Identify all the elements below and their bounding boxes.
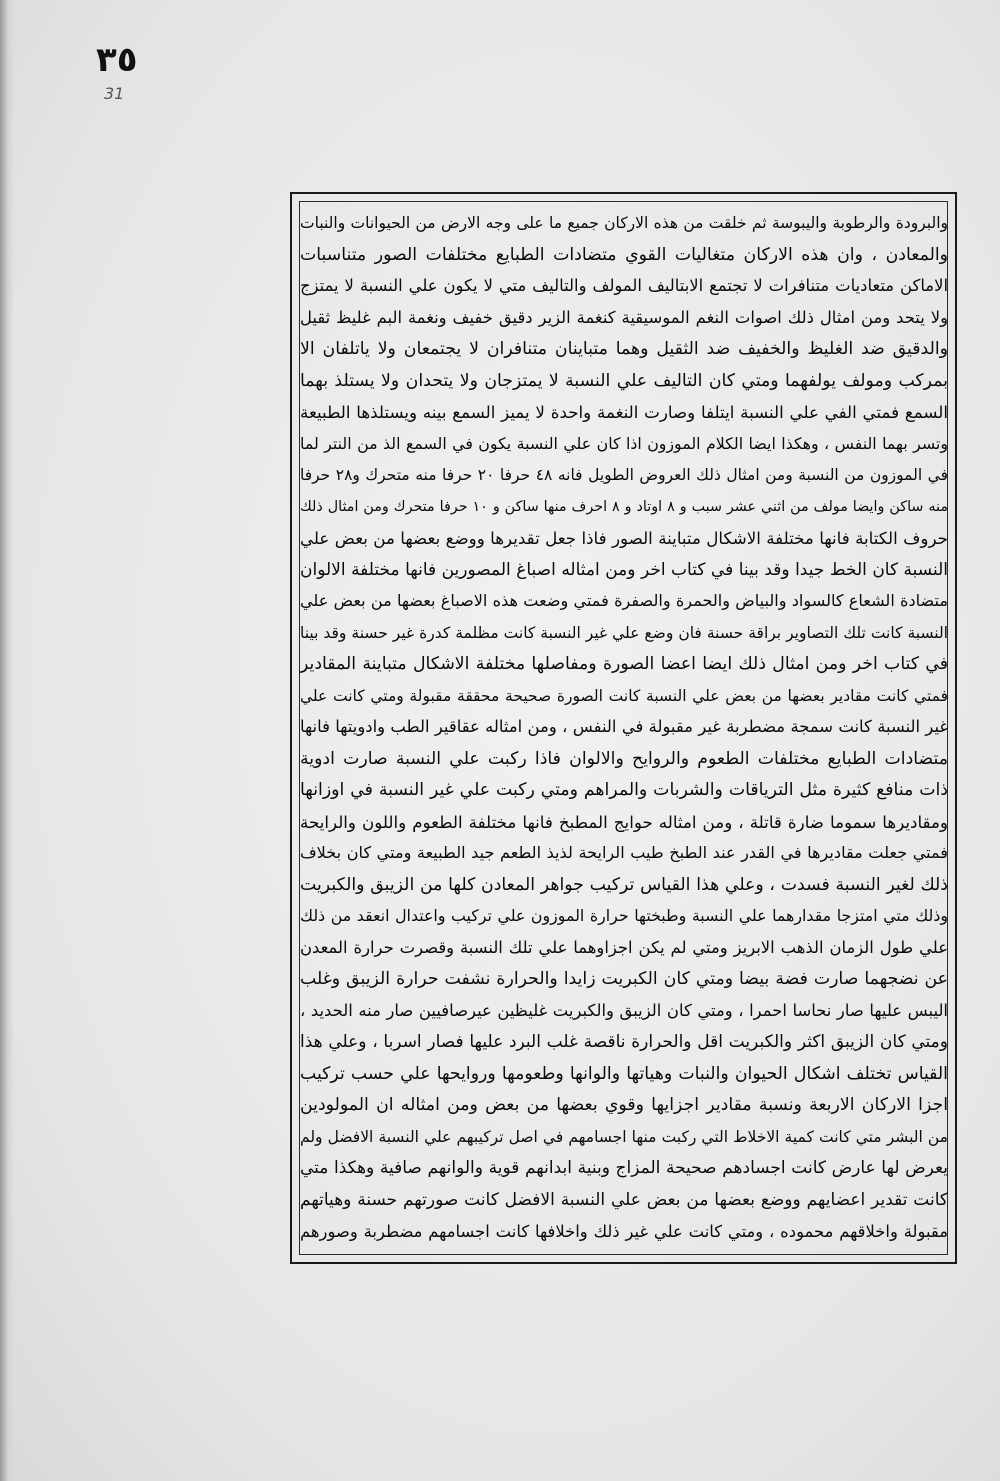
text-line: النسبة كان الخط جيدا وقد بينا في كتاب اخر ومن امثاله اصباغ المصورين فانها مختلفة الالوان bbox=[300, 559, 948, 580]
text-line: حروف الكتابة فانها مختلفة الاشكال متباينة الصور فاذا جعل تقديرها ووضع بعضها من بعض علي bbox=[300, 528, 948, 549]
text-line: في الموزون من النسبة ومن امثال ذلك العروض الطويل فانه ٤٨ حرفا ٢٠ حرفا منه متحرك و٢٨ حرفا bbox=[300, 466, 948, 485]
text-line: يعرض لها عارض كانت اجسادهم صحيحة المزاج وبنية ابدانهم قوية والوانهم صافية وهكذا متي bbox=[300, 1158, 948, 1179]
text-line: اليبس عليها صار نحاسا احمرا ، ومتي كان الزيبق والكبريت غليظين عيرصافيين صار منه الحديد ، bbox=[300, 1000, 948, 1020]
text-line: ذلك لغير النسبة فسدت ، وعلي هذا القياس تركيب جواهر المعادن كلها من الزيبق والكبريت bbox=[300, 874, 948, 895]
text-line: متضادات الطبايع مختلفات الطعوم والروايح والالوان فاذا ركبت علي النسبة صارت ادوية bbox=[300, 748, 948, 769]
text-block bbox=[300, 207, 948, 1247]
text-line: متضادة الشعاع كالسواد والبياض والحمرة والصفرة فمتي وضعت هذه الاصباغ بعضها من بعض علي bbox=[300, 591, 948, 611]
text-line: السمع فمتي الفي علي النسبة ايتلفا وصارت النغمة واحدة لا يميز السمع بينه ويستلذها الطبيعة bbox=[300, 402, 948, 423]
text-line: في كتاب اخر ومن امثال ذلك ايضا اعضا الصورة ومفاصلها مختلفة الاشكال متباينة المقادير bbox=[300, 654, 948, 675]
pencil-folio-number: 31 bbox=[104, 84, 125, 103]
text-line: علي طول الزمان الذهب الابريز ومتي لم يكن اجزاوهما علي تلك النسبة وقصرت حرارة المعدن bbox=[300, 937, 948, 957]
text-line: الاماكن متعاديات متنافرات لا تجتمع الابتاليف المولف والتاليف متي لا يكون علي النسبة لا يمتزج bbox=[300, 276, 948, 296]
page-number: ٣٥ bbox=[96, 40, 138, 80]
text-line: غير النسبة كانت سمجة مضطربة غير مقبولة في النفس ، ومن امثاله عقاقير الطب وادويتها فانها bbox=[300, 717, 948, 737]
text-line: اجزا الاركان الاربعة ونسبة مقادير اجزايها وقوي بعضها من بعض ومن امثاله ان المولودين bbox=[300, 1095, 948, 1116]
text-line: من البشر متي كانت كمية الاخلاط التي ركبت منها اجسامهم في اصل تركيبهم علي النسبة الافضل ولم bbox=[300, 1127, 948, 1146]
text-line: ومتي كان الزيبق اكثر والكبريت اقل والحرارة ناقصة غلب البرد عليها فصار اسربا ، وعلي هذا bbox=[300, 1032, 948, 1053]
text-line: ومقاديرها سموما ضارة قاتلة ، ومن امثاله حوايج المطبخ فانها مختلفة الطعوم واللون والرايحة bbox=[300, 811, 948, 832]
text-line: فمتي جعلت مقاديرها في القدر عند الطبخ طيب الرايحة لذيذ الطعم جيد الطبيعة ومتي كان بخلاف bbox=[300, 843, 948, 863]
text-line: النسبة كانت تلك التصاوير براقة حسنة فان وضع علي غير النسبة كانت مظلمة كدرة غير حسنة وقد بينا bbox=[300, 623, 948, 642]
text-line: منه ساكن وايضا مولف من اثني عشر سبب و ٨ اوتاد و ٨ احرف منها ساكن و ١٠ حرفا متحرك ومن امثال ذلك bbox=[300, 498, 948, 515]
text-line: ولا يتحد ومن امثال ذلك اصوات النغم الموسيقية كنغمة الزير دقيق خفيف ونغمة البم غليظ ثقيل bbox=[300, 307, 948, 327]
text-line: القياس تختلف اشكال الحيوان والنبات وهياتها والوانها وطعومها وروايحها علي حسب تركيب bbox=[300, 1063, 948, 1084]
text-line: والدقيق ضد الغليظ والخفيف ضد الثقيل وهما متباينان متنافران لا يجتمعان ولا ياتلفان الا bbox=[300, 339, 948, 360]
text-line: بمركب ومولف يولفهما ومتي كان التاليف علي النسبة لا يمتزجان ولا يتحدان ولا يستلذ بهما bbox=[300, 370, 948, 391]
text-line: كانت تقدير اعضايهم ووضع بعضها من بعض علي النسبة الافضل كانت صورتهم حسنة وهياتهم bbox=[300, 1189, 948, 1210]
text-line: مقبولة واخلاقهم محموده ، ومتي كانت علي غير ذلك واخلافها كانت اجسامهم مضطربة وصورهم bbox=[300, 1221, 948, 1241]
text-line: عن نضجهما صارت فضة بيضا ومتي كان الكبريت زايدا والحرارة نشفت حرارة الزيبق وغلب bbox=[300, 969, 948, 990]
text-line: ذات منافع كثيرة مثل الترياقات والشربات والمراهم ومتي ركبت علي غير النسبة في اوزانها bbox=[300, 780, 948, 801]
text-line: وذلك متي امتزجا مقدارهما علي النسبة وطبختها حرارة الموزون علي تركيب واعتدال انعقد من ذلك bbox=[300, 906, 948, 926]
text-line: والبرودة والرطوبة واليبوسة ثم خلقت من هذه الاركان جميع ما على وجه الارض من الحيوانات والنبات bbox=[300, 214, 948, 232]
text-line: وتسر بهما النفس ، وهكذا ايضا الكلام الموزون اذا كان علي النسبة يكون في السمع الذ من النتر لما bbox=[300, 433, 948, 453]
text-line: فمتي كانت مقادير بعضها من بعض علي النسبة كانت الصورة صحيحة محققة مقبولة ومتي كانت علي bbox=[300, 686, 948, 705]
text-line: والمعادن ، وان هذه الاركان متغاليات القوي متضادات الطبايع مختلفات الصور متناسبات bbox=[300, 244, 948, 265]
